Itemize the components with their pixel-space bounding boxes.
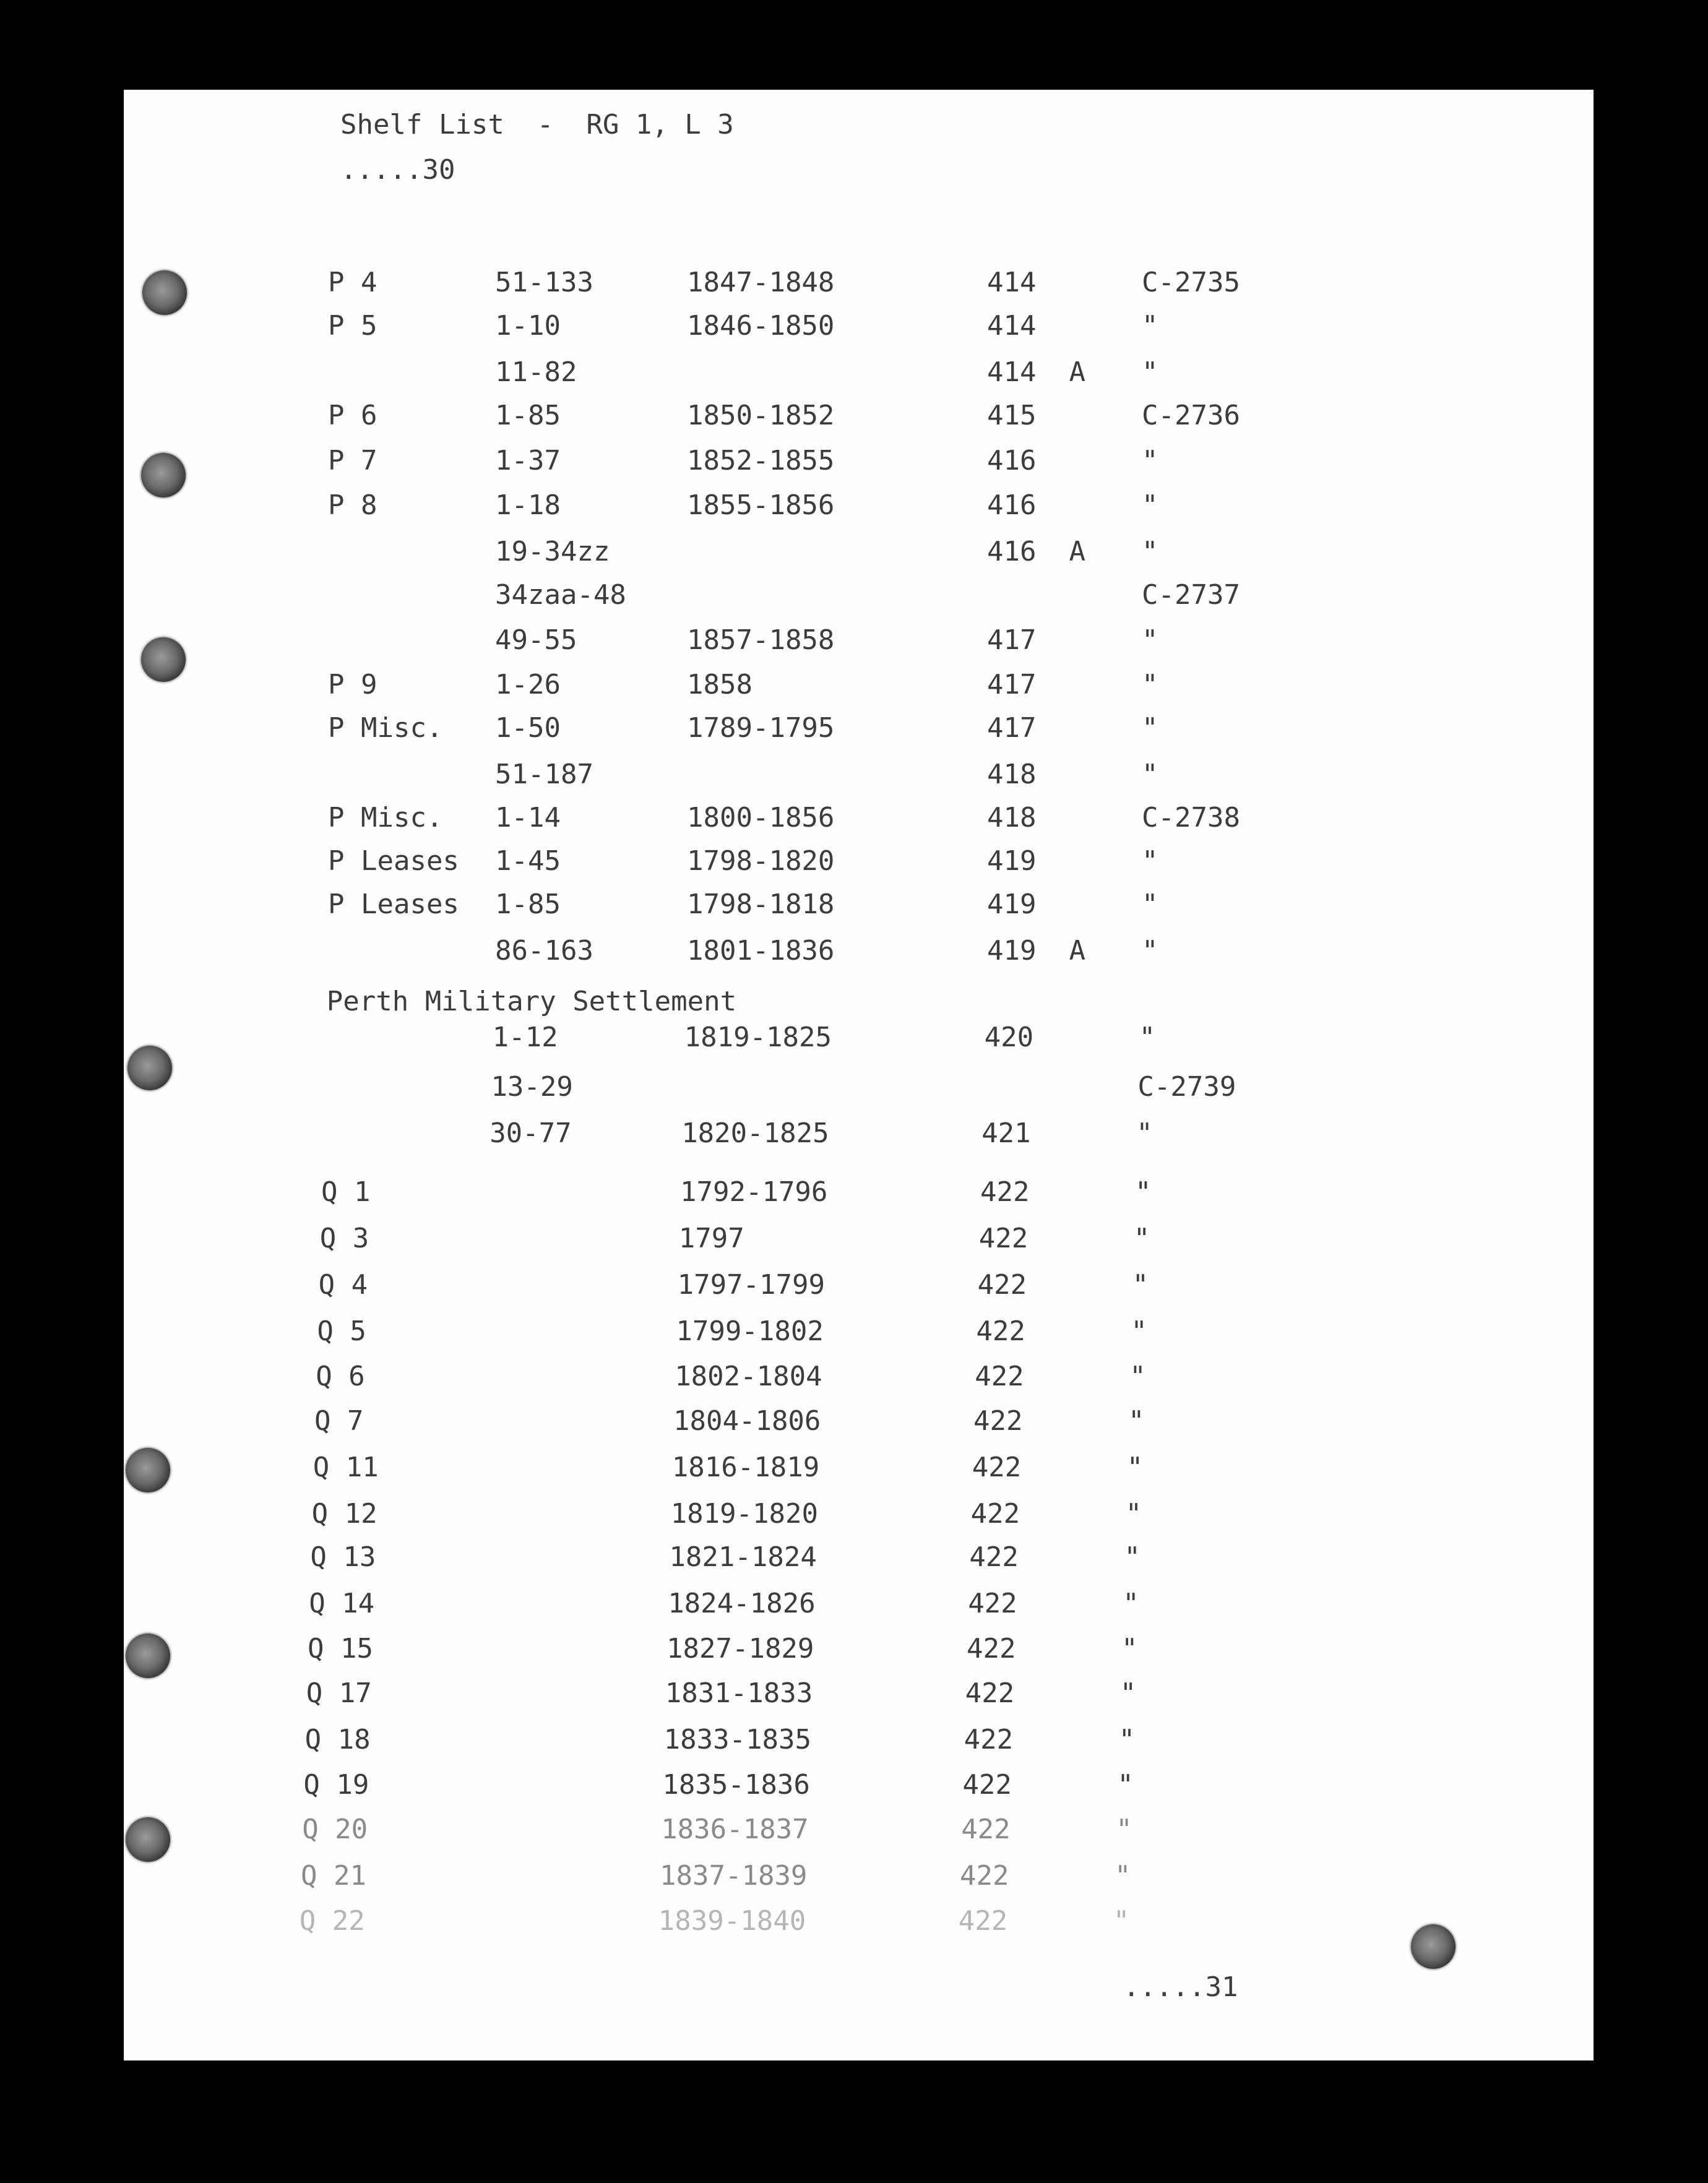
- range-cell: 51-187: [495, 759, 593, 790]
- page-title: Shelf List - RG 1, L 3: [340, 109, 734, 140]
- punch-hole: [126, 1448, 170, 1492]
- series-cell: P Misc.: [328, 712, 443, 744]
- series-cell: P 4: [328, 267, 377, 298]
- punch-hole: [126, 1817, 170, 1862]
- dates-cell: 1792-1796: [680, 1176, 828, 1208]
- volume-cell: 422: [975, 1361, 1024, 1392]
- dates-cell: 1802-1804: [675, 1361, 822, 1392]
- series-cell: P 6: [328, 400, 377, 431]
- volume-cell: 418: [987, 759, 1037, 790]
- volume-cell: 422: [967, 1633, 1016, 1664]
- dates-cell: 1804-1806: [673, 1405, 821, 1437]
- volume-cell: 419: [987, 845, 1037, 877]
- series-cell: Q 19: [303, 1769, 369, 1801]
- volume-cell: 416: [987, 489, 1037, 521]
- series-cell: Q 11: [313, 1452, 379, 1483]
- series-cell: P Leases: [328, 845, 459, 877]
- series-cell: P Leases: [328, 889, 459, 920]
- reel-cell: ": [1142, 712, 1158, 744]
- volume-cell: 419 A: [987, 935, 1085, 967]
- reel-cell: ": [1142, 889, 1158, 920]
- range-cell: 13-29: [491, 1071, 573, 1103]
- reel-cell: ": [1142, 845, 1158, 877]
- reel-cell: ": [1118, 1724, 1136, 1755]
- volume-cell: 417: [987, 669, 1037, 700]
- series-cell: Q 14: [309, 1588, 375, 1619]
- dates-cell: 1839-1840: [658, 1905, 806, 1937]
- volume-cell: 414 A: [987, 356, 1085, 388]
- reel-cell: ": [1117, 1769, 1134, 1801]
- range-cell: 1-26: [495, 669, 561, 700]
- volume-cell: 415: [987, 400, 1037, 431]
- range-cell: 86-163: [495, 935, 593, 967]
- dates-cell: 1800-1856: [687, 802, 835, 833]
- reel-cell: C-2738: [1142, 802, 1240, 833]
- document-page: [124, 90, 1594, 2060]
- series-cell: Q 18: [304, 1724, 371, 1755]
- series-cell: P 5: [328, 310, 377, 342]
- series-cell: Q 17: [306, 1677, 372, 1709]
- dates-cell: 1798-1820: [687, 845, 835, 877]
- dates-cell: 1857-1858: [687, 624, 835, 656]
- series-cell: P 8: [328, 489, 377, 521]
- reel-cell: C-2736: [1142, 400, 1240, 431]
- range-cell: 49-55: [495, 624, 577, 656]
- dates-cell: 1799-1802: [676, 1315, 824, 1347]
- series-cell: Q 3: [319, 1223, 369, 1254]
- dates-cell: 1852-1855: [687, 445, 835, 476]
- next-page-reference: .....31: [1123, 1971, 1238, 2003]
- volume-cell: 422: [960, 1860, 1009, 1892]
- series-cell: P 9: [328, 669, 377, 700]
- volume-cell: 414: [987, 310, 1037, 342]
- dates-cell: 1821-1824: [669, 1541, 817, 1573]
- dates-cell: 1847-1848: [687, 267, 835, 298]
- series-cell: Q 1: [321, 1176, 371, 1208]
- range-cell: 1-37: [495, 445, 561, 476]
- punch-hole: [141, 637, 186, 682]
- reel-cell: ": [1131, 1315, 1147, 1347]
- reel-cell: C-2735: [1142, 267, 1240, 298]
- punch-hole: [142, 270, 187, 315]
- series-cell: Q 12: [311, 1498, 377, 1530]
- range-cell: 34zaa-48: [495, 579, 626, 611]
- dates-cell: 1824-1826: [668, 1588, 816, 1619]
- range-cell: 1-85: [495, 400, 561, 431]
- volume-cell: 418: [987, 802, 1037, 833]
- series-cell: Q 15: [308, 1633, 373, 1664]
- volume-cell: 422: [972, 1452, 1022, 1483]
- volume-cell: 422: [978, 1223, 1029, 1254]
- dates-cell: 1837-1839: [660, 1860, 808, 1892]
- dates-cell: 1801-1836: [687, 935, 835, 967]
- series-cell: P Misc.: [328, 802, 443, 833]
- range-cell: 1-12: [492, 1022, 558, 1053]
- reel-cell: ": [1142, 935, 1158, 967]
- reel-cell: ": [1142, 445, 1158, 476]
- reel-cell: ": [1132, 1269, 1149, 1301]
- series-cell: Q 6: [316, 1361, 365, 1392]
- reel-cell: ": [1136, 1117, 1153, 1149]
- volume-cell: 414: [987, 267, 1037, 298]
- punch-hole: [126, 1634, 170, 1678]
- volume-cell: 416 A: [987, 536, 1085, 567]
- series-cell: Perth Military Settlement: [326, 986, 737, 1017]
- dates-cell: 1797: [678, 1223, 744, 1254]
- volume-cell: 422: [980, 1176, 1030, 1208]
- page-reference: .....30: [340, 154, 455, 186]
- punch-hole: [1411, 1924, 1456, 1969]
- range-cell: 1-14: [495, 802, 561, 833]
- series-cell: Q 22: [299, 1905, 365, 1937]
- dates-cell: 1819-1825: [684, 1022, 832, 1053]
- volume-cell: 422: [965, 1677, 1015, 1709]
- volume-cell: 422: [976, 1315, 1025, 1347]
- volume-cell: 422: [970, 1498, 1020, 1530]
- punch-hole: [127, 1046, 172, 1090]
- dates-cell: 1827-1829: [666, 1633, 814, 1664]
- range-cell: 1-85: [495, 889, 561, 920]
- volume-cell: 416: [987, 445, 1037, 476]
- punch-hole: [141, 453, 186, 497]
- reel-cell: ": [1124, 1541, 1141, 1573]
- series-cell: Q 7: [314, 1405, 364, 1437]
- volume-cell: 422: [958, 1905, 1008, 1937]
- dates-cell: 1833-1835: [663, 1724, 812, 1755]
- reel-cell: ": [1142, 759, 1158, 790]
- dates-cell: 1816-1819: [671, 1452, 820, 1483]
- volume-cell: 417: [987, 624, 1037, 656]
- reel-cell: ": [1128, 1405, 1145, 1437]
- dates-cell: 1835-1836: [662, 1769, 810, 1801]
- series-cell: P 7: [328, 445, 377, 476]
- reel-cell: ": [1142, 310, 1158, 342]
- reel-cell: ": [1116, 1814, 1132, 1845]
- range-cell: 19-34zz: [495, 536, 610, 567]
- series-cell: Q 5: [317, 1315, 366, 1347]
- dates-cell: 1858: [687, 669, 753, 700]
- dates-cell: 1820-1825: [681, 1117, 829, 1149]
- volume-cell: 422: [962, 1769, 1012, 1801]
- reel-cell: ": [1135, 1176, 1152, 1208]
- reel-cell: ": [1142, 536, 1158, 567]
- volume-cell: 422: [977, 1269, 1027, 1301]
- volume-cell: 422: [973, 1405, 1023, 1437]
- reel-cell: ": [1115, 1860, 1131, 1892]
- volume-cell: 419: [987, 889, 1037, 920]
- range-cell: 1-45: [495, 845, 561, 877]
- volume-cell: 422: [969, 1541, 1019, 1573]
- volume-cell: 422: [961, 1814, 1011, 1845]
- dates-cell: 1855-1856: [687, 489, 835, 521]
- reel-cell: ": [1125, 1498, 1142, 1530]
- volume-cell: 417: [987, 712, 1037, 744]
- dates-cell: 1798-1818: [687, 889, 835, 920]
- reel-cell: ": [1129, 1361, 1146, 1392]
- dates-cell: 1789-1795: [687, 712, 835, 744]
- dates-cell: 1831-1833: [665, 1677, 813, 1709]
- reel-cell: ": [1119, 1677, 1137, 1709]
- reel-cell: ": [1142, 669, 1158, 700]
- reel-cell: ": [1123, 1588, 1139, 1619]
- range-cell: 1-18: [495, 489, 561, 521]
- volume-cell: 420: [984, 1022, 1034, 1053]
- reel-cell: ": [1142, 489, 1158, 521]
- reel-cell: ": [1142, 356, 1158, 388]
- dates-cell: 1819-1820: [670, 1498, 819, 1530]
- volume-cell: 422: [968, 1588, 1017, 1619]
- reel-cell: ": [1126, 1452, 1144, 1483]
- reel-cell: ": [1142, 624, 1158, 656]
- series-cell: Q 20: [302, 1814, 368, 1845]
- range-cell: 30-77: [490, 1117, 572, 1149]
- volume-cell: 421: [981, 1117, 1031, 1149]
- range-cell: 1-10: [495, 310, 561, 342]
- dates-cell: 1846-1850: [687, 310, 835, 342]
- range-cell: 11-82: [495, 356, 577, 388]
- series-cell: Q 13: [310, 1541, 376, 1573]
- dates-cell: 1836-1837: [661, 1814, 809, 1845]
- range-cell: 1-50: [495, 712, 561, 744]
- dates-cell: 1797-1799: [677, 1269, 826, 1301]
- volume-cell: 422: [964, 1724, 1014, 1755]
- reel-cell: ": [1139, 1022, 1156, 1053]
- reel-cell: C-2739: [1137, 1071, 1236, 1103]
- reel-cell: ": [1133, 1223, 1150, 1254]
- reel-cell: C-2737: [1142, 579, 1240, 611]
- range-cell: 51-133: [495, 267, 593, 298]
- series-cell: Q 4: [318, 1269, 368, 1301]
- dates-cell: 1850-1852: [687, 400, 835, 431]
- series-cell: Q 21: [301, 1860, 366, 1892]
- reel-cell: ": [1121, 1633, 1138, 1664]
- reel-cell: ": [1113, 1905, 1130, 1937]
